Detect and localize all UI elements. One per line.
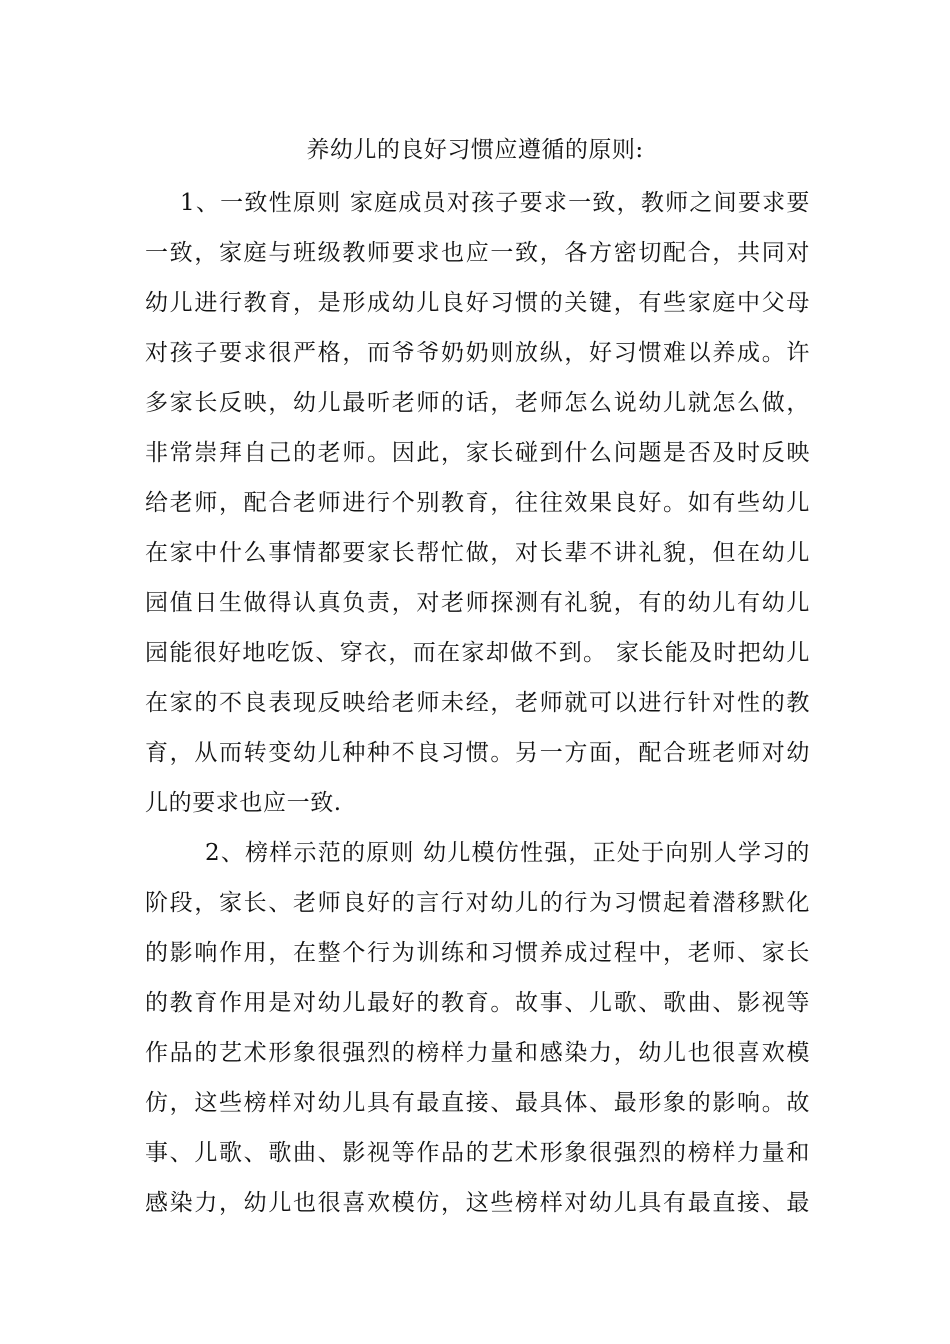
paragraph-2-line-7: 事、儿歌、歌曲、影视等作品的艺术形象很强烈的榜样力量和 [145,1140,810,1166]
paragraph-1-line-8: 在家中什么事情都要家长帮忙做，对长辈不讲礼貌，但在幼儿 [145,540,810,566]
paragraph-1-line-7: 给老师，配合老师进行个别教育，往往效果良好。如有些幼儿 [145,490,810,516]
paragraph-1-line-3: 幼儿进行教育，是形成幼儿良好习惯的关键，有些家庭中父母 [145,290,810,316]
paragraph-2-line-1: 2、榜样示范的原则 幼儿模仿性强，正处于向别人学习的 [205,840,810,866]
paragraph-1-line-10: 园能很好地吃饭、穿衣，而在家却做不到。 家长能及时把幼儿 [145,640,810,666]
paragraph-1-line-11: 在家的不良表现反映给老师未经，老师就可以进行针对性的教 [145,690,810,716]
paragraph-1-line-13: 儿的要求也应一致. [145,790,342,816]
paragraph-1-line-12: 育，从而转变幼儿种种不良习惯。另一方面，配合班老师对幼 [145,740,810,766]
paragraph-1-line-1: 1、一致性原则 家庭成员对孩子要求一致，教师之间要求要 [180,190,810,216]
paragraph-1-line-2: 一致，家庭与班级教师要求也应一致，各方密切配合，共同对 [145,240,810,266]
paragraph-1-line-5: 多家长反映，幼儿最听老师的话，老师怎么说幼儿就怎么做， [145,390,810,416]
paragraph-2-line-3: 的影响作用，在整个行为训练和习惯养成过程中，老师、家长 [145,940,810,966]
paragraph-1-line-9: 园值日生做得认真负责，对老师探测有礼貌，有的幼儿有幼儿 [145,590,810,616]
document-title: 养幼儿的良好习惯应遵循的原则: [306,137,644,163]
paragraph-2-line-8: 感染力，幼儿也很喜欢模仿，这些榜样对幼儿具有最直接、最 [145,1190,810,1216]
paragraph-2-line-6: 仿，这些榜样对幼儿具有最直接、最具体、最形象的影响。故 [145,1090,810,1116]
paragraph-2-line-4: 的教育作用是对幼儿最好的教育。故事、儿歌、歌曲、影视等 [145,990,810,1016]
paragraph-1-line-4: 对孩子要求很严格，而爷爷奶奶则放纵，好习惯难以养成。许 [145,340,810,366]
paragraph-2-line-2: 阶段，家长、老师良好的言行对幼儿的行为习惯起着潜移默化 [145,890,810,916]
paragraph-2-line-5: 作品的艺术形象很强烈的榜样力量和感染力，幼儿也很喜欢模 [145,1040,810,1066]
paragraph-1-line-6: 非常崇拜自己的老师。因此，家长碰到什么问题是否及时反映 [145,440,810,466]
